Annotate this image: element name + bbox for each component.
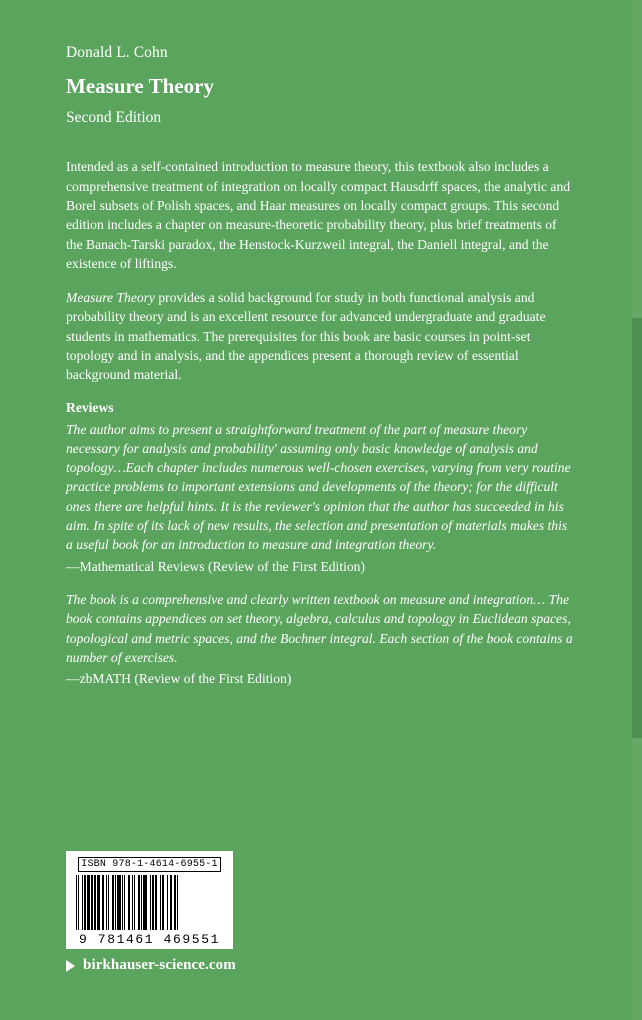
description-paragraph-2-text: provides a solid background for study in both functional analysis and probability theory and is an excellent resource for advanced undergraduate and graduate students in mathematics. The prerequisites for this book are basic courses in point-set topology and in analysis, and the appendices present a thorough review of essential background material. [66,290,546,383]
publisher-brand [66,957,236,974]
book-title: Measure Theory [66,73,214,98]
triangle-icon [66,960,75,972]
barcode-block [66,851,233,949]
publisher-url: birkhauser-science.com [83,957,236,973]
description-paragraph-1: Intended as a self-contained introduction to measure theory, this textbook also includes a comprehensive treatment of integration on locally compact Hausdrff spaces, the analytic and Borel subsets of Polish spaces, and Haar measures on locally compact groups. This second edition includes a chapter on measure-theoretic probability theory, plus brief treatments of the Banach-Tarski paradox, the Henstock-Kurzweil integral, the Daniell integral, and the existence of liftings. [66,159,571,271]
isbn-label: ISBN 978-1-4614-6955-1 [78,857,221,872]
reviews-heading: Reviews [66,399,114,415]
review-quote: The book is a comprehensive and clearly written textbook on measure and integration… The book contains appendices on set theory, algebra, calculus and topology in Euclidean spaces, topological and metric spaces, and the Bochner integral. Each section of the book contains a number of exercises. [66,591,573,665]
author-name: Donald L. Cohn [66,44,168,61]
review-source: —zbMATH (Review of the First Edition) [66,671,292,687]
review-source: —Mathematical Reviews (Review of the First Edition) [66,558,365,574]
edition-label: Second Edition [66,108,162,126]
cover-text-block [66,44,576,702]
cover-right-edge-shadow [632,318,642,738]
description-title-mention: Measure Theory [66,290,155,306]
barcode-digits: 9 781461 469551 [78,932,221,947]
barcode-bars [76,875,223,930]
description-paragraph-2 [66,288,576,384]
review-quote: The author aims to present a straightforward treatment of the part of measure theory necessary for analysis and probability' assuming only basic knowledge of analysis and topology…Each chapter includes numerous well-chosen exercises, varying from very routine practice problems to important extensions and developments of the theory; for the difficult ones there are helpful hints. It is the reviewer's opinion that the author has succeeded in his aim. In spite of its lack of new results, the selection and presentation of materials makes this a useful book for an introduction to measure and integration theory. [66,421,571,553]
